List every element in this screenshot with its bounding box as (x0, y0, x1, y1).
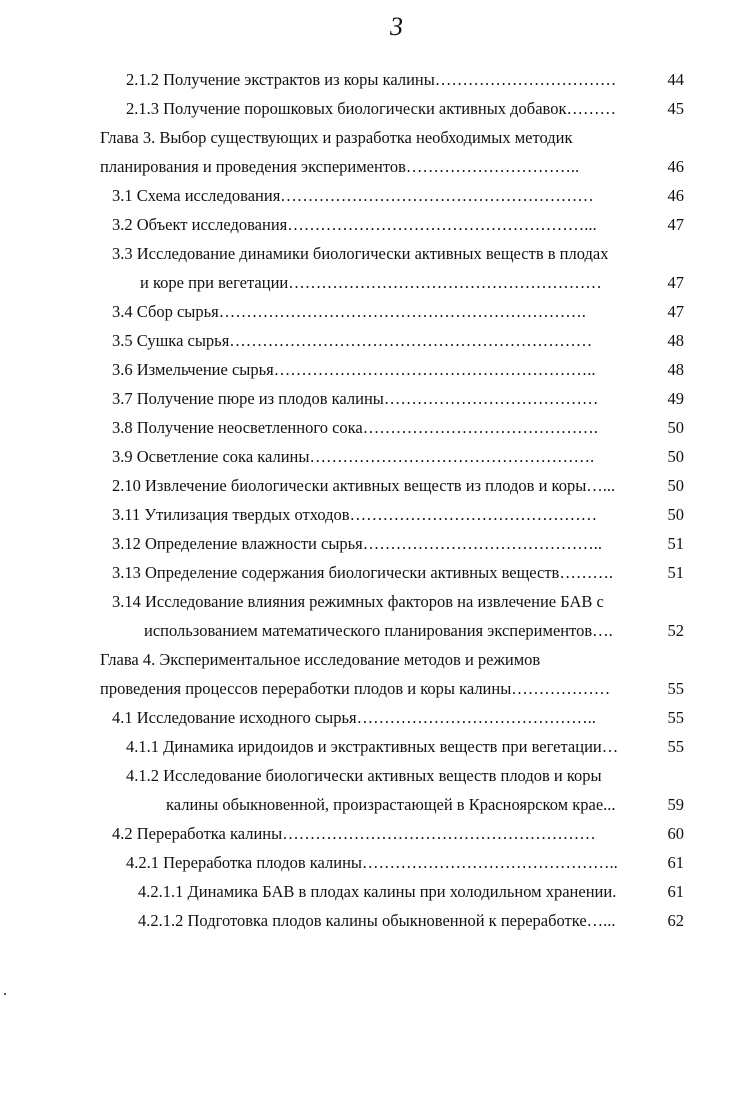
toc-page-3-4: 47 (667, 302, 684, 321)
toc-page-2-10: 50 (667, 476, 684, 495)
toc-entry-3-13: 3.13 Определение содержания биологически активных веществ………. (112, 563, 613, 582)
toc-entry-4-2-1-2: 4.2.1.2 Подготовка плодов калины обыкновенной к переработке…... (138, 911, 616, 930)
toc-entry-4-1-2-line1: 4.1.2 Исследование биологически активных веществ плодов и коры (126, 766, 602, 785)
toc-page-3-11: 50 (667, 505, 684, 524)
toc-page-4-2-1: 61 (667, 853, 684, 872)
toc-page-4-1-1: 55 (667, 737, 684, 756)
toc-chapter-4-line2: проведения процессов переработки плодов и коры калины……………… (100, 679, 611, 698)
toc-entry-3-2: 3.2 Объект исследования………………………………………………... (112, 215, 597, 234)
toc-page-3-8: 50 (667, 418, 684, 437)
toc-entry-4-1: 4.1 Исследование исходного сырья…………………………………….. (112, 708, 596, 727)
toc-entry-3-1: 3.1 Схема исследования………………………………………………… (112, 186, 594, 205)
toc-page-2-1-3: 45 (667, 99, 684, 118)
toc-page-2-1-2: 44 (667, 70, 684, 89)
toc-entry-4-1-1: 4.1.1 Динамика иридоидов и экстрактивных веществ при вегетации… (126, 737, 619, 756)
toc-entry-3-12: 3.12 Определение влажности сырья…………………………………….. (112, 534, 603, 553)
toc-page-chapter-4: 55 (667, 679, 684, 698)
toc-entry-3-14-line2: использованием математического планирования экспериментов…. (144, 621, 613, 640)
toc-chapter-3-line2: планирования и проведения экспериментов………………………….. (100, 157, 580, 176)
toc-entry-2-10: 2.10 Извлечение биологически активных веществ из плодов и коры…... (112, 476, 616, 495)
toc-page-3-9: 50 (667, 447, 684, 466)
toc-page-3-5: 48 (667, 331, 684, 350)
scan-speck (4, 993, 6, 995)
toc-entry-3-5: 3.5 Сушка сырья………………………………………………………… (112, 331, 593, 350)
toc-chapter-4-line1: Глава 4. Экспериментальное исследование методов и режимов (100, 650, 541, 669)
toc-page-3-14: 52 (667, 621, 684, 640)
toc-page-4-2-1-1: 61 (667, 882, 684, 901)
toc-page-4-2-1-2: 62 (667, 911, 684, 930)
toc-page-3-1: 46 (667, 186, 684, 205)
toc-entry-4-2: 4.2 Переработка калины………………………………………………… (112, 824, 596, 843)
toc-page-4-1-2: 59 (667, 795, 684, 814)
toc-entry-3-3-line1: 3.3 Исследование динамики биологически активных веществ в плодах (112, 244, 609, 263)
toc-entry-3-11: 3.11 Утилизация твердых отходов……………………………………… (112, 505, 598, 524)
toc-page-3-7: 49 (667, 389, 684, 408)
toc-entry-3-8: 3.8 Получение неосветленного сока……………………………………. (112, 418, 598, 437)
toc-entry-3-4: 3.4 Сбор сырья…………………………………………………………. (112, 302, 586, 321)
toc-page-3-12: 51 (667, 534, 684, 553)
page-number: 3 (390, 12, 403, 41)
toc-entry-4-2-1-1: 4.2.1.1 Динамика БАВ в плодах калины при холодильном хранении. (138, 882, 617, 901)
toc-page-4-2: 60 (667, 824, 684, 843)
toc-entry-2-1-2: 2.1.2 Получение экстрактов из коры калины…………………………… (126, 70, 617, 89)
toc-entry-3-9: 3.9 Осветление сока калины……………………………………………. (112, 447, 595, 466)
toc-chapter-3-line1: Глава 3. Выбор существующих и разработка необходимых методик (100, 128, 573, 147)
toc-entry-3-14-line1: 3.14 Исследование влияния режимных факторов на извлечение БАВ с (112, 592, 604, 611)
toc-entry-3-3-line2: и коре при вегетации………………………………………………… (140, 273, 602, 292)
toc-entry-4-1-2-line2: калины обыкновенной, произрастающей в Красноярском крае... (166, 795, 616, 814)
toc-page-4-1: 55 (667, 708, 684, 727)
toc-page-3-2: 47 (667, 215, 684, 234)
toc-page-3-6: 48 (667, 360, 684, 379)
toc-entry-3-7: 3.7 Получение пюре из плодов калины………………………………… (112, 389, 599, 408)
toc-entry-2-1-3: 2.1.3 Получение порошковых биологически активных добавок……… (126, 99, 616, 118)
toc-page-3-3: 47 (667, 273, 684, 292)
toc-entry-3-6: 3.6 Измельчение сырья………………………………………………….. (112, 360, 596, 379)
toc-page-3-13: 51 (667, 563, 684, 582)
toc-page-chapter-3: 46 (667, 157, 684, 176)
toc-entry-4-2-1: 4.2.1 Переработка плодов калины……………………………………….. (126, 853, 618, 872)
